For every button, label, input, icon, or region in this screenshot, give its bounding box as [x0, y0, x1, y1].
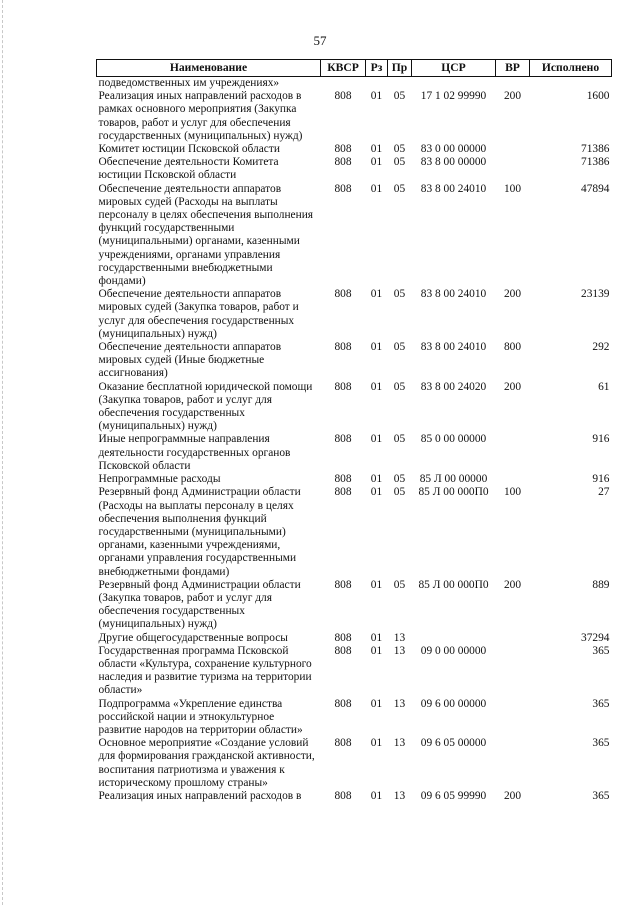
scan-edge-line	[2, 0, 4, 905]
cell-kvsr: 808	[334, 156, 352, 169]
cell-rz: 01	[370, 644, 383, 657]
cell-vr	[496, 632, 530, 645]
table-row	[97, 579, 612, 632]
cell-vr	[496, 77, 530, 91]
cell-executed: 292	[592, 341, 610, 354]
cell-executed: 365	[592, 737, 610, 750]
cell-pr: 13	[393, 737, 406, 750]
cell-pr: 05	[393, 433, 406, 446]
cell-csr	[412, 632, 496, 645]
cell-executed: 365	[592, 697, 610, 710]
cell-kvsr: 808	[334, 143, 352, 156]
cell-rz: 01	[370, 473, 383, 486]
cell-csr: 83 8 00 24010	[420, 341, 487, 354]
cell-vr	[496, 433, 530, 473]
cell-pr: 05	[393, 380, 406, 393]
cell-kvsr: 808	[334, 789, 352, 802]
cell-name: Иные непрограммные направления деятельности государственных органов Псковской области	[98, 433, 291, 472]
cell-executed: 71386	[581, 156, 610, 169]
cell-pr: 05	[393, 182, 406, 195]
table-row	[97, 632, 612, 645]
budget-execution-table	[96, 59, 612, 803]
cell-kvsr: 808	[334, 486, 352, 499]
page-number: 57	[313, 33, 327, 48]
header-name: Наименование	[97, 60, 321, 77]
header-kvsr: КВСР	[321, 60, 366, 77]
cell-executed: 916	[592, 473, 610, 486]
cell-csr: 83 8 00 24020	[420, 380, 487, 393]
cell-executed: 889	[592, 578, 610, 591]
table-row	[97, 473, 612, 486]
cell-kvsr: 808	[334, 631, 352, 644]
cell-executed: 27	[598, 486, 610, 499]
header-vr: ВР	[496, 60, 530, 77]
table-row	[97, 645, 612, 698]
cell-csr: 83 8 00 24010	[420, 182, 487, 195]
cell-vr	[496, 737, 530, 790]
cell-executed: 365	[592, 789, 610, 802]
cell-kvsr: 808	[334, 288, 352, 301]
cell-kvsr: 808	[334, 341, 352, 354]
cell-name: Подпрограмма «Укрепление единства российской нации и этнокультурное развитие народов на территории области»	[98, 697, 303, 736]
cell-pr: 05	[393, 90, 406, 103]
table-row	[97, 341, 612, 381]
cell-name: Резервный фонд Администрации области (Расходы на выплаты персоналу в целях обеспечения выполнения функций государственными (муниципальными) органами, казенными учреждениями, органами управления государственными внебюджетными фондами)	[98, 486, 301, 578]
cell-vr: 100	[503, 182, 522, 195]
table-row	[97, 90, 612, 143]
header-pr: Пр	[388, 60, 412, 77]
cell-name: Обеспечение деятельности Комитета юстиции Псковской области	[98, 156, 279, 182]
header-rz: Рз	[366, 60, 388, 77]
cell-rz: 01	[370, 156, 383, 169]
header-row	[97, 60, 612, 77]
cell-vr	[496, 143, 530, 156]
cell-csr: 09 6 00 00000	[420, 697, 487, 710]
cell-rz: 01	[370, 182, 383, 195]
cell-name: Непрограммные расходы	[98, 473, 221, 486]
cell-pr: 05	[393, 143, 406, 156]
cell-kvsr: 808	[334, 182, 352, 195]
cell-rz: 01	[370, 789, 383, 802]
table-header	[97, 60, 612, 77]
header-csr: ЦСР	[412, 60, 496, 77]
cell-vr: 200	[503, 90, 522, 103]
cell-name: Основное мероприятие «Создание условий для формирования гражданской активности, воспитания патриотизма и уважения к историческому прошлому страны»	[98, 737, 315, 789]
table-row	[97, 183, 612, 289]
cell-kvsr	[321, 77, 366, 91]
cell-csr: 83 8 00 24010	[420, 288, 487, 301]
cell-rz: 01	[370, 90, 383, 103]
cell-rz: 01	[370, 631, 383, 644]
cell-name: Реализация иных направлений расходов в рамках основного мероприятия (Закупка товаров, работ и услуг для обеспечения государственных (муниципальных) нужд)	[98, 90, 303, 142]
cell-rz: 01	[370, 486, 383, 499]
cell-kvsr: 808	[334, 473, 352, 486]
cell-rz: 01	[370, 341, 383, 354]
cell-rz: 01	[370, 288, 383, 301]
cell-name: Обеспечение деятельности аппаратов мировых судей (Расходы на выплаты персоналу в целях обеспечения выполнения функций государственными (муниципальными) органами, казенными учреждениями, органами управления государственными внебюджетными фондами)	[98, 182, 314, 288]
cell-vr: 200	[503, 789, 522, 802]
cell-executed: 23139	[581, 288, 610, 301]
cell-pr: 13	[393, 631, 406, 644]
cell-csr	[412, 77, 496, 91]
cell-pr: 05	[393, 288, 406, 301]
cell-kvsr: 808	[334, 90, 352, 103]
cell-csr: 85 0 00 00000	[420, 433, 487, 446]
cell-name: Комитет юстиции Псковской области	[98, 143, 280, 156]
cell-pr: 05	[393, 341, 406, 354]
cell-pr: 13	[393, 789, 406, 802]
cell-vr	[496, 645, 530, 698]
cell-kvsr: 808	[334, 644, 352, 657]
cell-name: Резервный фонд Администрации области (Закупка товаров, работ и услуг для обеспечения государственных (муниципальных) нужд)	[98, 578, 301, 631]
cell-vr: 200	[503, 380, 522, 393]
cell-rz: 01	[370, 578, 383, 591]
table-row	[97, 77, 612, 91]
table-row	[97, 381, 612, 434]
cell-vr: 200	[503, 288, 522, 301]
cell-rz: 01	[370, 697, 383, 710]
table-row	[97, 486, 612, 578]
cell-pr	[388, 77, 412, 91]
cell-kvsr: 808	[334, 380, 352, 393]
cell-rz: 01	[370, 433, 383, 446]
cell-vr: 100	[503, 486, 522, 499]
cell-vr	[496, 156, 530, 182]
cell-pr: 13	[393, 697, 406, 710]
cell-csr: 17 1 02 99990	[420, 90, 487, 103]
cell-name: Обеспечение деятельности аппаратов мировых судей (Закупка товаров, работ и услуг для обеспечения государственных (муниципальных) нужд)	[98, 288, 299, 340]
cell-executed: 916	[592, 433, 610, 446]
table-row	[97, 433, 612, 473]
cell-executed: 37294	[581, 631, 610, 644]
cell-csr: 85 Л 00 000П0	[418, 578, 489, 591]
table-row	[97, 143, 612, 156]
cell-kvsr: 808	[334, 697, 352, 710]
table-row	[97, 288, 612, 341]
cell-csr: 09 6 05 00000	[420, 737, 487, 750]
cell-rz: 01	[370, 737, 383, 750]
table-row	[97, 156, 612, 182]
cell-executed	[530, 77, 612, 91]
cell-pr: 05	[393, 473, 406, 486]
cell-rz: 01	[370, 380, 383, 393]
cell-name: подведомственных им учреждениях»	[98, 77, 280, 89]
cell-pr: 05	[393, 486, 406, 499]
cell-executed: 1600	[586, 90, 610, 103]
cell-pr: 05	[393, 156, 406, 169]
cell-name: Государственная программа Псковской области «Культура, сохранение культурного наследия и развитие туризма на территории области»	[98, 644, 312, 697]
table-row	[97, 737, 612, 790]
cell-vr	[496, 473, 530, 486]
cell-executed: 47894	[581, 182, 610, 195]
table-row	[97, 698, 612, 738]
cell-name: Реализация иных направлений расходов в	[98, 789, 302, 802]
cell-vr: 800	[503, 341, 522, 354]
cell-pr: 13	[393, 644, 406, 657]
cell-executed: 71386	[581, 143, 610, 156]
cell-csr: 83 8 00 00000	[420, 156, 487, 169]
cell-executed: 61	[598, 380, 610, 393]
cell-name: Оказание бесплатной юридической помощи (Закупка товаров, работ и услуг для обеспечения государственных (муниципальных) нужд)	[98, 380, 313, 433]
table-row	[97, 790, 612, 803]
cell-name: Другие общегосударственные вопросы	[98, 631, 288, 644]
cell-csr: 85 Л 00 000П0	[418, 486, 489, 499]
header-executed: Исполнено	[530, 60, 612, 77]
cell-csr: 09 6 05 99990	[420, 789, 487, 802]
cell-name: Обеспечение деятельности аппаратов мировых судей (Иные бюджетные ассигнования)	[98, 341, 282, 380]
cell-kvsr: 808	[334, 578, 352, 591]
cell-vr	[496, 698, 530, 738]
cell-csr: 09 0 00 00000	[420, 644, 487, 657]
cell-rz	[366, 77, 388, 91]
cell-rz: 01	[370, 143, 383, 156]
cell-kvsr: 808	[334, 433, 352, 446]
cell-csr: 83 0 00 00000	[420, 143, 487, 156]
cell-csr: 85 Л 00 00000	[419, 473, 488, 486]
cell-pr: 05	[393, 578, 406, 591]
cell-executed: 365	[592, 644, 610, 657]
cell-vr: 200	[503, 578, 522, 591]
table-body	[97, 77, 612, 804]
cell-kvsr: 808	[334, 737, 352, 750]
